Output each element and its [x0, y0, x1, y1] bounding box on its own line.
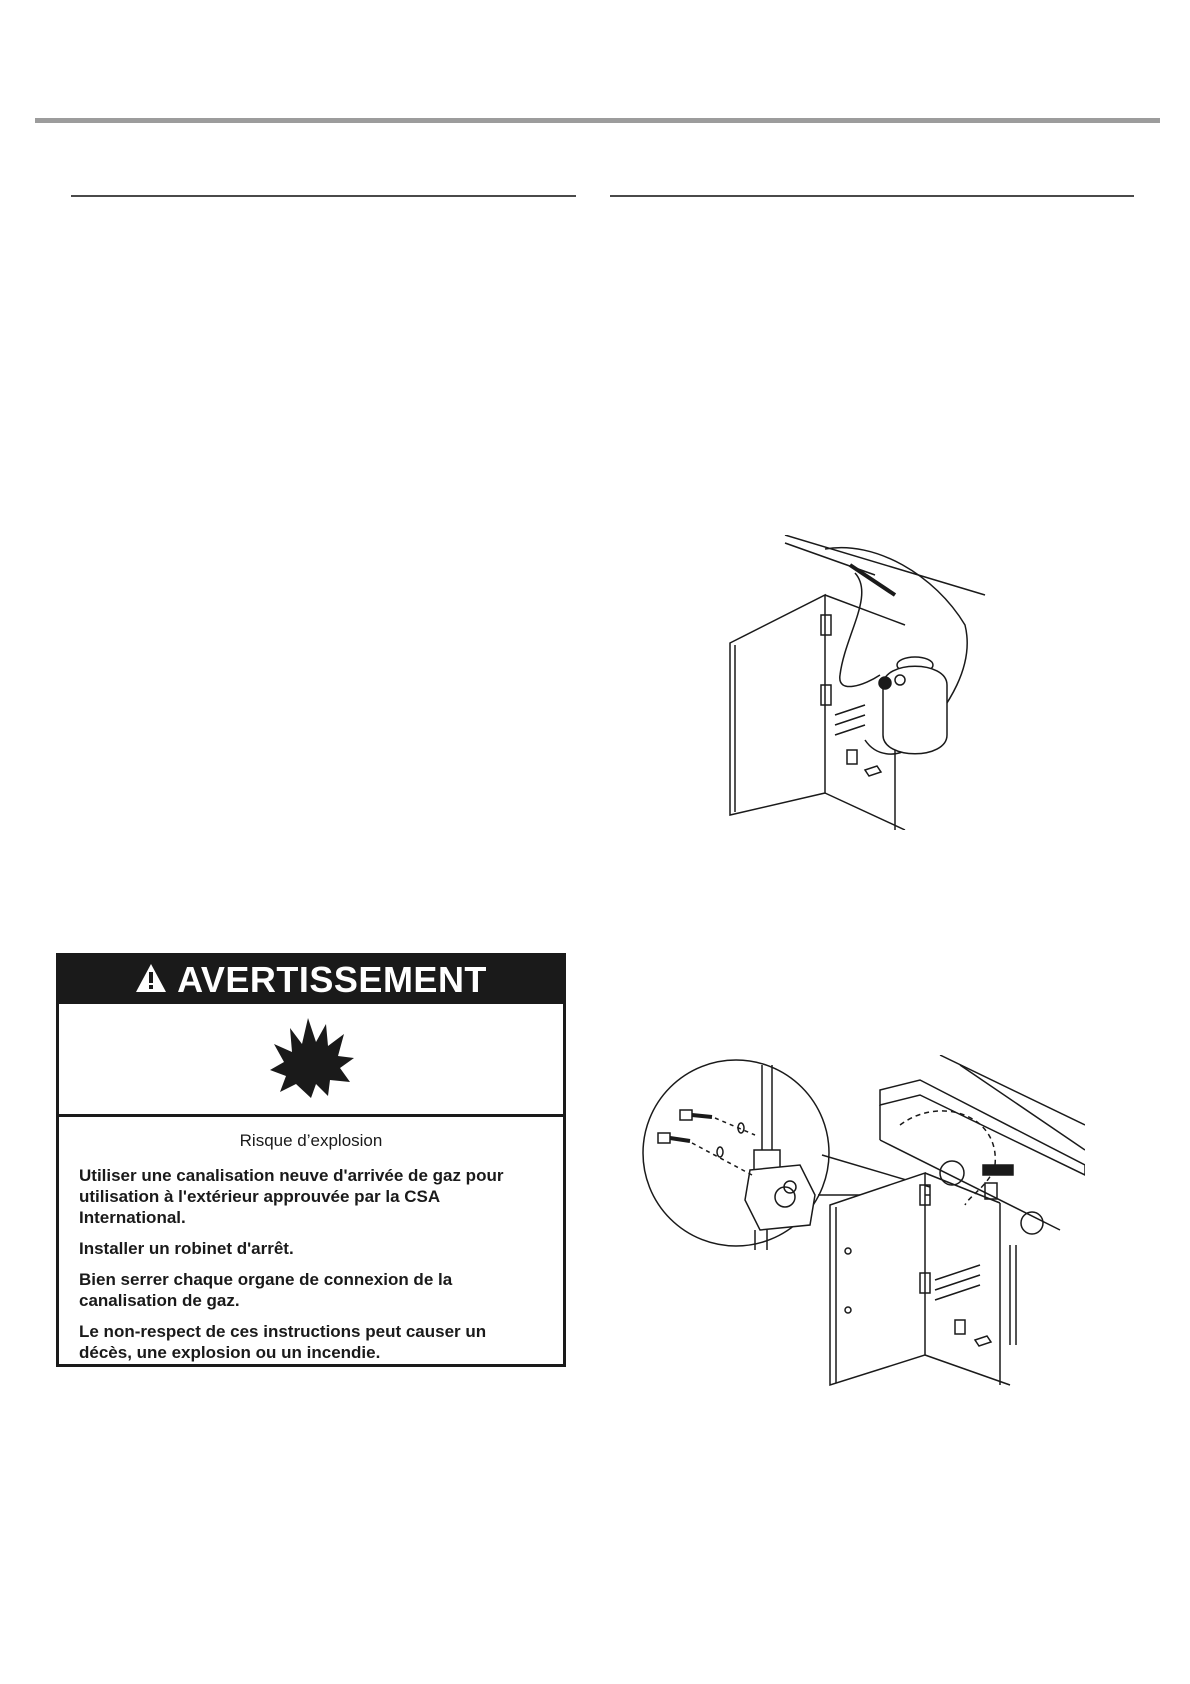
explosion-icon — [266, 1014, 356, 1105]
left-column-rule — [71, 195, 576, 197]
lp-tank-connection-illustration — [725, 535, 990, 835]
warning-triangle-icon — [135, 963, 167, 998]
warning-title: AVERTISSEMENT — [177, 959, 487, 1000]
header-rule — [35, 118, 1160, 123]
warning-paragraph: Le non-respect de ces instructions peut causer un décès, une explosion ou un incendie. — [79, 1322, 487, 1362]
warning-subtitle: Risque d’explosion — [239, 1131, 383, 1150]
warning-body — [59, 1117, 563, 1363]
warning-box — [56, 953, 566, 1367]
warning-paragraph: Utiliser une canalisation neuve d'arrivée de gaz pour utilisation à l'extérieur approuvée par la CSA International. — [79, 1166, 504, 1227]
natural-gas-valve-mounting-illustration — [640, 1055, 1085, 1400]
warning-paragraph: Installer un robinet d'arrêt. — [79, 1239, 294, 1258]
right-column-rule — [610, 195, 1134, 197]
warning-header — [59, 956, 563, 1004]
warning-icon-area — [59, 1004, 563, 1117]
warning-paragraph: Bien serrer chaque organe de connexion de la canalisation de gaz. — [79, 1270, 453, 1310]
